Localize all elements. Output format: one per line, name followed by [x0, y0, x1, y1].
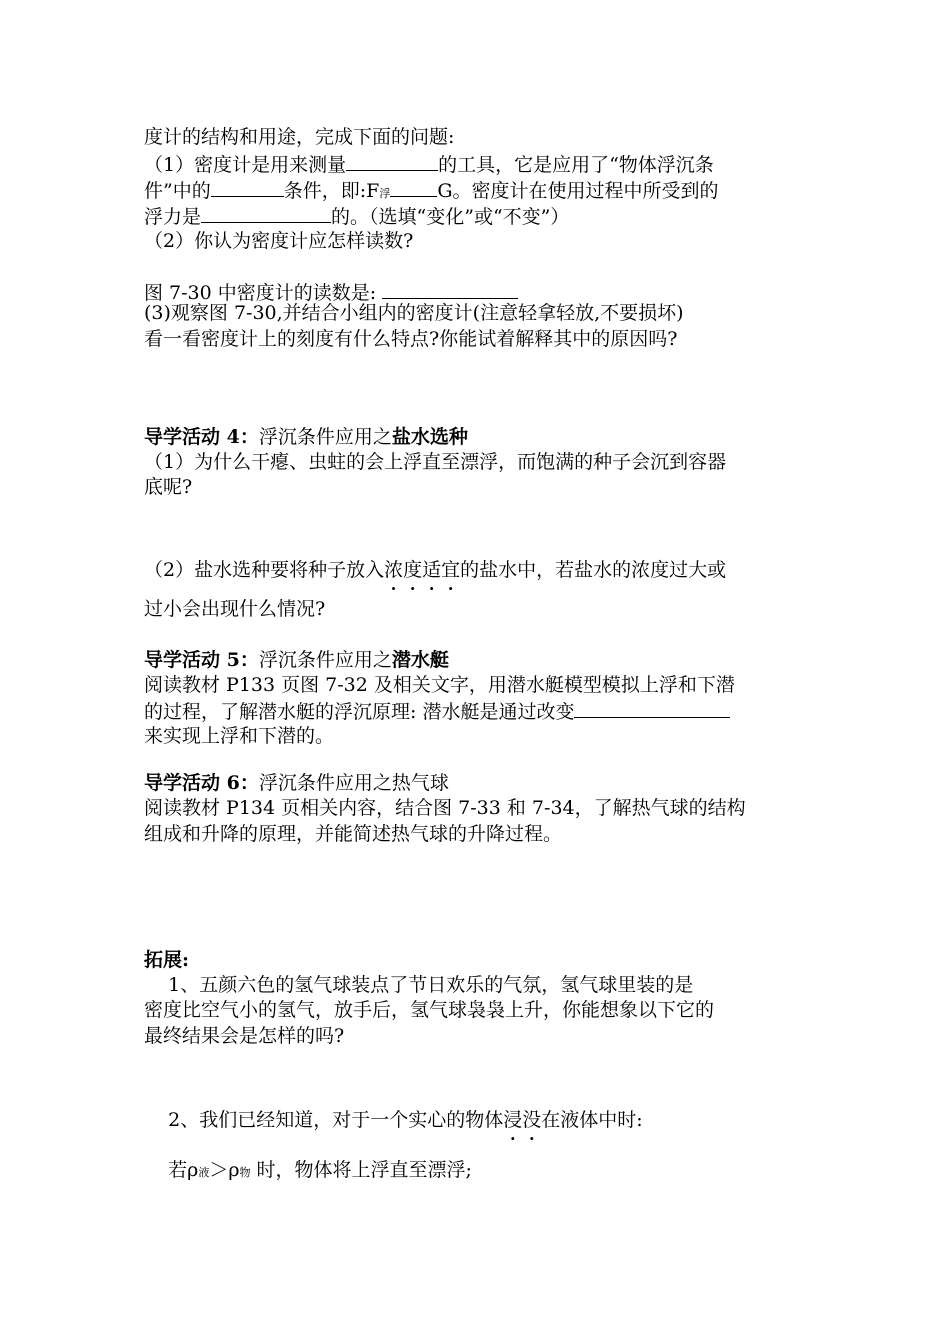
activity-6-label: 导学活动 6：	[144, 772, 259, 794]
condition-text: 时，物体将上浮直至漂浮;	[250, 1159, 472, 1181]
question-1-text: G。密度计在使用过程中所受到的	[437, 180, 719, 202]
extension-1-line-2: 密度比空气小的氢气，放手后，氢气球袅袅上升，你能想象以下它的	[144, 999, 715, 1021]
condition-text: ＞ρ	[209, 1159, 240, 1181]
answer-blank-buoyancy[interactable]	[201, 203, 331, 223]
extension-2-line-1	[144, 1107, 810, 1133]
condition-text: 若ρ	[144, 1159, 199, 1181]
activity-5-text-line-2	[144, 698, 810, 725]
activity-5-text-line-1: 阅读教材 P133 页图 7-32 及相关文字，用潜水艇模型模拟上浮和下潜	[144, 674, 735, 696]
activity-5-topic-bold: 潜水艇	[391, 649, 449, 671]
subscript-object: 物	[239, 1166, 251, 1179]
activity-5-title	[144, 647, 810, 673]
question-1-line-3	[144, 203, 810, 230]
activity-4-label: 导学活动 4：	[144, 426, 259, 448]
activity-6-title	[144, 770, 810, 796]
reading-label: 图 7-30 中密度计的读数是:	[144, 282, 383, 304]
activity-4-q1-line-2: 底呢?	[144, 476, 193, 498]
activity-4-q2-line-1	[144, 557, 810, 583]
answer-blank-reading[interactable]	[382, 279, 518, 299]
activity-6-topic: 浮沉条件应用之热气球	[258, 772, 449, 794]
subscript-liquid: 液	[198, 1166, 210, 1179]
answer-blank-submarine[interactable]	[574, 698, 730, 718]
emphasis-char: 浸	[503, 1109, 523, 1131]
activity-4-title	[144, 424, 810, 450]
activity-6-text-line-1: 阅读教材 P134 页相关内容，结合图 7-33 和 7-34，了解热气球的结构	[144, 797, 746, 819]
extension-1-line-3: 最终结果会是怎样的吗?	[144, 1025, 345, 1047]
subscript-float: 浮	[379, 187, 391, 200]
activity-5-text: 的过程，了解潜水艇的浮沉原理: 潜水艇是通过改变	[144, 701, 575, 723]
question-1-text: 条件，即:F	[283, 180, 380, 202]
answer-blank-condition[interactable]	[211, 177, 284, 197]
extension-2-text: 在液体中时:	[541, 1109, 643, 1131]
question-3-line-1: (3)观察图 7-30,并结合小组内的密度计(注意轻拿轻放,不要损坏)	[144, 302, 684, 324]
activity-5-topic: 浮沉条件应用之	[258, 649, 392, 671]
question-2: （2）你认为密度计应怎样读数?	[144, 230, 414, 252]
extension-2-text: 2、我们已经知道，对于一个实心的物体	[144, 1109, 504, 1131]
answer-blank-measure[interactable]	[346, 151, 438, 171]
emphasis-char: 度	[403, 559, 423, 581]
activity-4-topic: 浮沉条件应用之	[258, 426, 392, 448]
question-1-text: 的工具，它是应用了“物体浮沉条	[438, 154, 714, 176]
activity-4-q2-text: 的盐水中，若盐水的浓度过大或	[460, 559, 727, 581]
question-1-line-1	[144, 151, 810, 178]
activity-5-text-line-3: 来实现上浮和下潜的。	[144, 725, 335, 747]
emphasis-char: 没	[522, 1109, 542, 1131]
question-1-text: 件”中的	[144, 180, 211, 202]
extension-2-line-2	[144, 1157, 810, 1186]
emphasis-char: 适	[422, 559, 442, 581]
emphasis-char: 宜	[441, 559, 461, 581]
extension-1-line-1: 1、五颜六色的氢气球装点了节日欢乐的气氛，氢气球里装的是	[144, 974, 694, 996]
activity-4-q2-line-2: 过小会出现什么情况?	[144, 598, 326, 620]
question-3-line-2: 看一看密度计上的刻度有什么特点?你能试着解释其中的原因吗?	[144, 328, 678, 350]
activity-4-q1-line-1: （1）为什么干瘪、虫蛀的会上浮直至漂浮，而饱满的种子会沉到容器	[144, 451, 727, 473]
answer-blank-relation[interactable]	[390, 177, 437, 197]
extension-title: 拓展:	[144, 949, 190, 971]
question-1-text: 的。（选填“变化”或“不变”）	[331, 206, 570, 228]
question-1-text: （1）密度计是用来测量	[144, 154, 347, 176]
activity-4-q2-text: （2）盐水选种要将种子放入	[144, 559, 385, 581]
activity-6-text-line-2: 组成和升降的原理，并能简述热气球的升降过程。	[144, 823, 563, 845]
activity-5-label: 导学活动 5：	[144, 649, 259, 671]
activity-4-topic-bold: 盐水选种	[391, 426, 468, 448]
emphasis-char: 浓	[384, 559, 404, 581]
density-meter-intro: 度计的结构和用途，完成下面的问题:	[144, 126, 455, 148]
question-1-text: 浮力是	[144, 206, 202, 228]
